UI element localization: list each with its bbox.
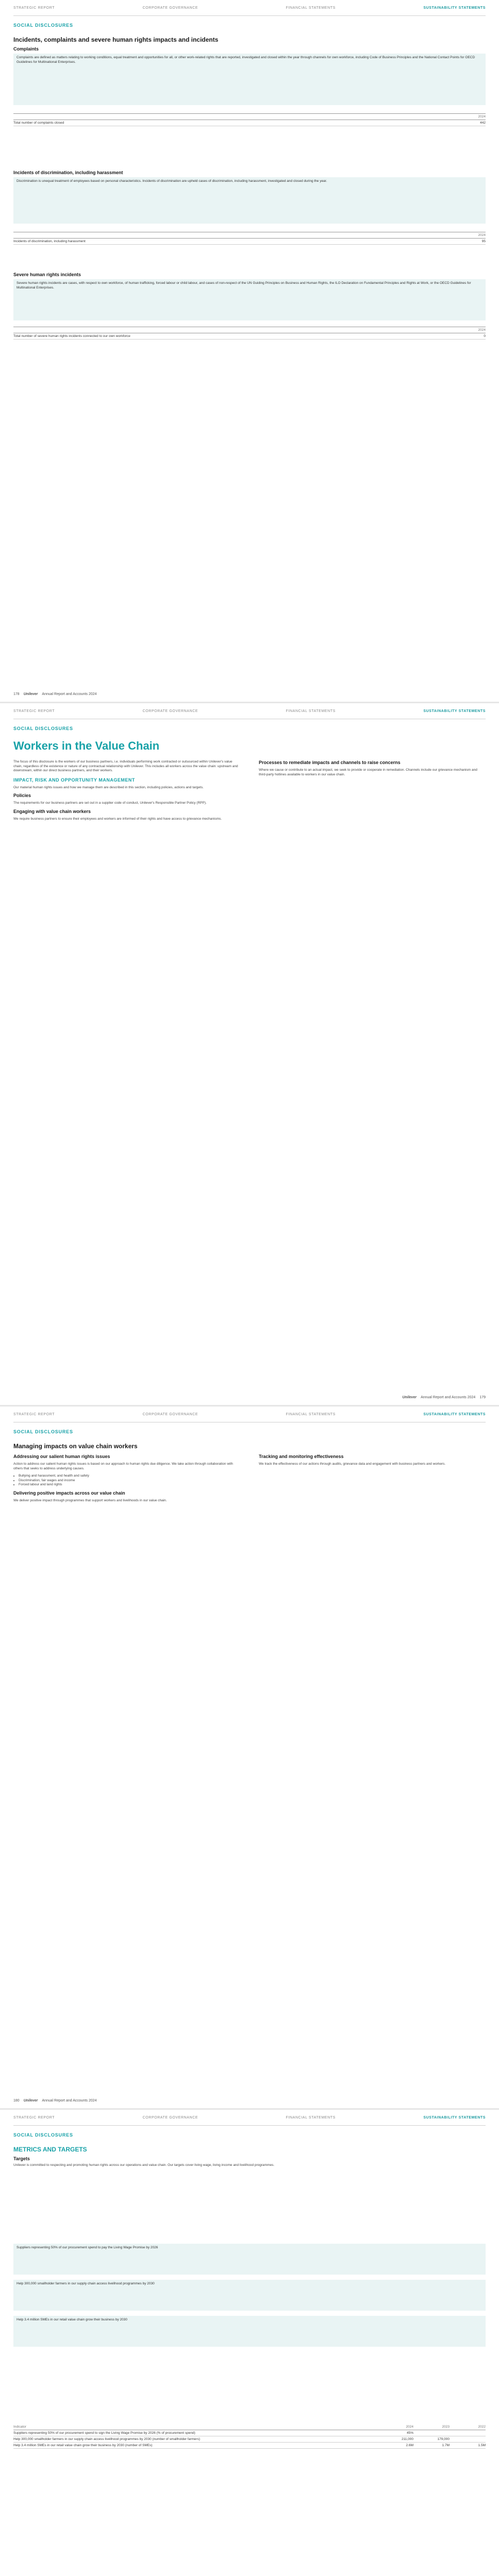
company-name: Unilever [402,1396,417,1399]
tracking-text: We track the effectiveness of our actions through audits, grievance data and engagement with business partners and workers. [259,1462,446,1466]
page-number: 178 [13,692,20,696]
section-label: SOCIAL DISCLOSURES [13,23,73,28]
severe-heading: Severe human rights incidents [13,272,81,277]
incidents-row-label: Incidents of discrimination, including harassment [13,240,86,243]
severe-year: 2024 [478,328,486,332]
cell-2024: 211,000 [401,2437,413,2441]
list-item: • Bullying and harassment, and health and safety [19,1474,240,1479]
nav-sustainability-statements[interactable]: SUSTAINABILITY STATEMENTS [423,2116,486,2120]
page-number: 180 [13,2099,20,2103]
top-nav [13,6,486,13]
target-box-smallholders: Help 300,000 smallholder farmers in our supply chain access livelihood programmes by 2030 [13,2280,486,2311]
positive-impacts-heading: Delivering positive impacts across our value chain [13,1490,125,1496]
nav-financial-statements[interactable]: FINANCIAL STATEMENTS [286,709,336,713]
col-header: 2024 [406,2425,413,2429]
section-label: SOCIAL DISCLOSURES [13,2132,73,2138]
page-181 [0,2110,499,2576]
col-header: Indicator [13,2425,26,2429]
row-label: Help 300,000 smallholder farmers in our supply chain access livelihood programmes by 2030 (number of smallholder farmers) [13,2437,201,2441]
nav-sustainability-statements[interactable]: SUSTAINABILITY STATEMENTS [423,709,486,713]
list-item: • Discrimination, fair wages and income [19,1479,240,1483]
top-nav [13,709,486,717]
nav-corporate-governance[interactable]: CORPORATE GOVERNANCE [142,709,198,713]
severe-definition: Severe human rights incidents are cases, with respect to own workforce, of human trafficking, forced labour or child labour, and cases of non-respect of the UN Guiding Principles on Business and Human Rights, the ILO Declaration on Fundamental Principles and Rights at Work, or the OECD Guidelines for Multinational Enterprises. [13,279,486,320]
complaints-row-value: 442 [480,121,486,125]
nav-corporate-governance[interactable]: CORPORATE GOVERNANCE [142,2116,198,2120]
severe-row-label: Total number of severe human rights incidents connected to our own workforce [13,334,130,338]
right-column [259,1454,486,1470]
severe-table [13,327,486,340]
nav-sustainability-statements[interactable]: SUSTAINABILITY STATEMENTS [423,1413,486,1416]
list-item: • Forced labour and land rights [19,1483,240,1487]
left-column [13,760,240,824]
table-row [13,2436,486,2443]
nav-financial-statements[interactable]: FINANCIAL STATEMENTS [286,1413,336,1416]
policies-heading: Policies [13,793,31,798]
intro-text: The focus of this disclosure is the workers of our business partners, i.e. individuals performing work contracted or outsourced within Unilever's value chain, regardless of the existence or nature of any contractual relationship with Unilever. This includes all workers across the value chain: upstream and downstream, within our direct business partners, and their workers. [13,760,238,772]
report-name: Annual Report and Accounts 2024 [421,1396,476,1399]
engaging-heading: Engaging with value chain workers [13,808,91,814]
salient-issues-list [13,1474,240,1487]
page-title: METRICS AND TARGETS [13,2146,87,2153]
incidents-heading: Incidents of discrimination, including harassment [13,170,123,175]
cell-2024: 2.6M [406,2444,413,2447]
left-column [13,1454,240,1506]
iro-text: Our material human rights issues and how we manage them are described in this section, including policies, actions and targets. [13,785,204,789]
nav-sustainability-statements[interactable]: SUSTAINABILITY STATEMENTS [423,6,486,10]
cell-2023: 1.7M [442,2444,450,2447]
company-name: Unilever [23,692,38,696]
nav-financial-statements[interactable]: FINANCIAL STATEMENTS [286,2116,336,2120]
nav-financial-statements[interactable]: FINANCIAL STATEMENTS [286,6,336,10]
cell-2023 [413,2431,450,2435]
tracking-heading: Tracking and monitoring effectiveness [259,1454,344,1459]
right-column [259,760,486,780]
company-name: Unilever [23,2099,38,2103]
salient-issues-text: Action to address our salient human rights issues is based on our approach to human rights due diligence. We take action through collaboration with others that seeks to address underlying causes. [13,1462,233,1470]
complaints-definition: Complaints are defined as matters relating to working conditions, equal treatment and opportunities for all, or other work-related rights that are reported, investigated and closed within the year through channels for own workforce, including Code of Business Principles and the National Contact Points for OECD Guidelines for Multinational Enterprises. [13,54,486,105]
incidents-definition: Discrimination is unequal treatment of employees based on personal characteristics. Incidents of discrimination are upheld cases of discrimination, including harassment, investigated and closed during the year. [13,177,486,224]
complaints-table [13,113,486,126]
cell-2024: 45% [406,2431,413,2435]
page-footer [13,1396,486,1399]
processes-text: Where we cause or contribute to an actual impact, we seek to provide or cooperate in remediation. Channels include our grievance mechanism and third-party hotlines available to workers in our value chain. [259,768,477,776]
top-nav [13,1413,486,1420]
severe-row-value: 0 [484,334,486,338]
processes-heading: Processes to remediate impacts and channels to raise concerns [259,760,401,765]
nav-divider [13,15,486,16]
complaints-row-label: Total number of complaints closed [13,121,64,125]
policies-text: The requirements for our business partners are set out in a supplier code of conduct, Unilever's Responsible Partner Policy (RPP). [13,801,207,805]
page-179 [0,703,499,1406]
col-header: 2022 [478,2425,486,2429]
nav-strategic-report[interactable]: STRATEGIC REPORT [13,1413,55,1416]
incidents-table [13,232,486,245]
salient-issues-heading: Addressing our salient human rights issues [13,1454,110,1459]
nav-corporate-governance[interactable]: CORPORATE GOVERNANCE [142,1413,198,1416]
nav-strategic-report[interactable]: STRATEGIC REPORT [13,6,55,10]
target-box-smes: Help 3.4 million SMEs in our retail value chain grow their business by 2030 [13,2316,486,2347]
row-label: Help 3.4 million SMEs in our retail value chain grow their business by 2030 (number of SMEs) [13,2444,153,2447]
section-label: SOCIAL DISCLOSURES [13,1429,73,1434]
cell-2022 [450,2437,486,2441]
targets-table [13,2424,486,2449]
incidents-year: 2024 [478,233,486,237]
table-row [13,2443,486,2449]
engaging-text: We require business partners to ensure their employees and workers are informed of their rights and have access to grievance mechanisms. [13,817,222,821]
table-row [13,120,486,126]
page-180 [0,1406,499,2110]
page-footer [13,2099,486,2103]
complaints-heading: Complaints [13,46,39,52]
target-box-living-wage: Suppliers representing 50% of our procurement spend to pay the Living Wage Promise by 2026 [13,2244,486,2275]
nav-strategic-report[interactable]: STRATEGIC REPORT [13,709,55,713]
targets-text: Unilever is committed to respecting and promoting human rights across our operations and value chain. Our targets cover living wage, living income and livelihood programmes. [13,2163,275,2167]
page-title: Incidents, complaints and severe human rights impacts and incidents [13,36,219,43]
table-row [13,239,486,245]
page-178 [0,0,499,703]
page-number: 179 [479,1396,486,1399]
row-label: Suppliers representing 50% of our procurement spend to sign the Living Wage Promise by 2026 (% of procurement spend) [13,2431,195,2435]
page-title: Managing impacts on value chain workers [13,1443,138,1450]
cell-2022: 1.5M [478,2444,486,2447]
section-label: SOCIAL DISCLOSURES [13,726,73,731]
page-footer [13,692,486,696]
nav-corporate-governance[interactable]: CORPORATE GOVERNANCE [142,6,198,10]
targets-heading: Targets [13,2156,30,2161]
incidents-row-value: 95 [481,240,486,243]
report-name: Annual Report and Accounts 2024 [42,692,97,696]
iro-heading: IMPACT, RISK AND OPPORTUNITY MANAGEMENT [13,777,135,783]
report-name: Annual Report and Accounts 2024 [42,2099,97,2103]
cell-2023: 179,000 [437,2437,450,2441]
table-row [13,333,486,340]
complaints-year: 2024 [478,115,486,118]
page-title: Workers in the Value Chain [13,739,160,752]
table-header-row [13,2424,486,2430]
nav-strategic-report[interactable]: STRATEGIC REPORT [13,2116,55,2120]
table-row [13,2430,486,2436]
top-nav [13,2116,486,2123]
col-header: 2023 [442,2425,450,2429]
positive-impacts-text: We deliver positive impact through programmes that support workers and livelihoods in our value chain. [13,1498,167,1502]
nav-divider [13,2125,486,2126]
cell-2022 [450,2431,486,2435]
